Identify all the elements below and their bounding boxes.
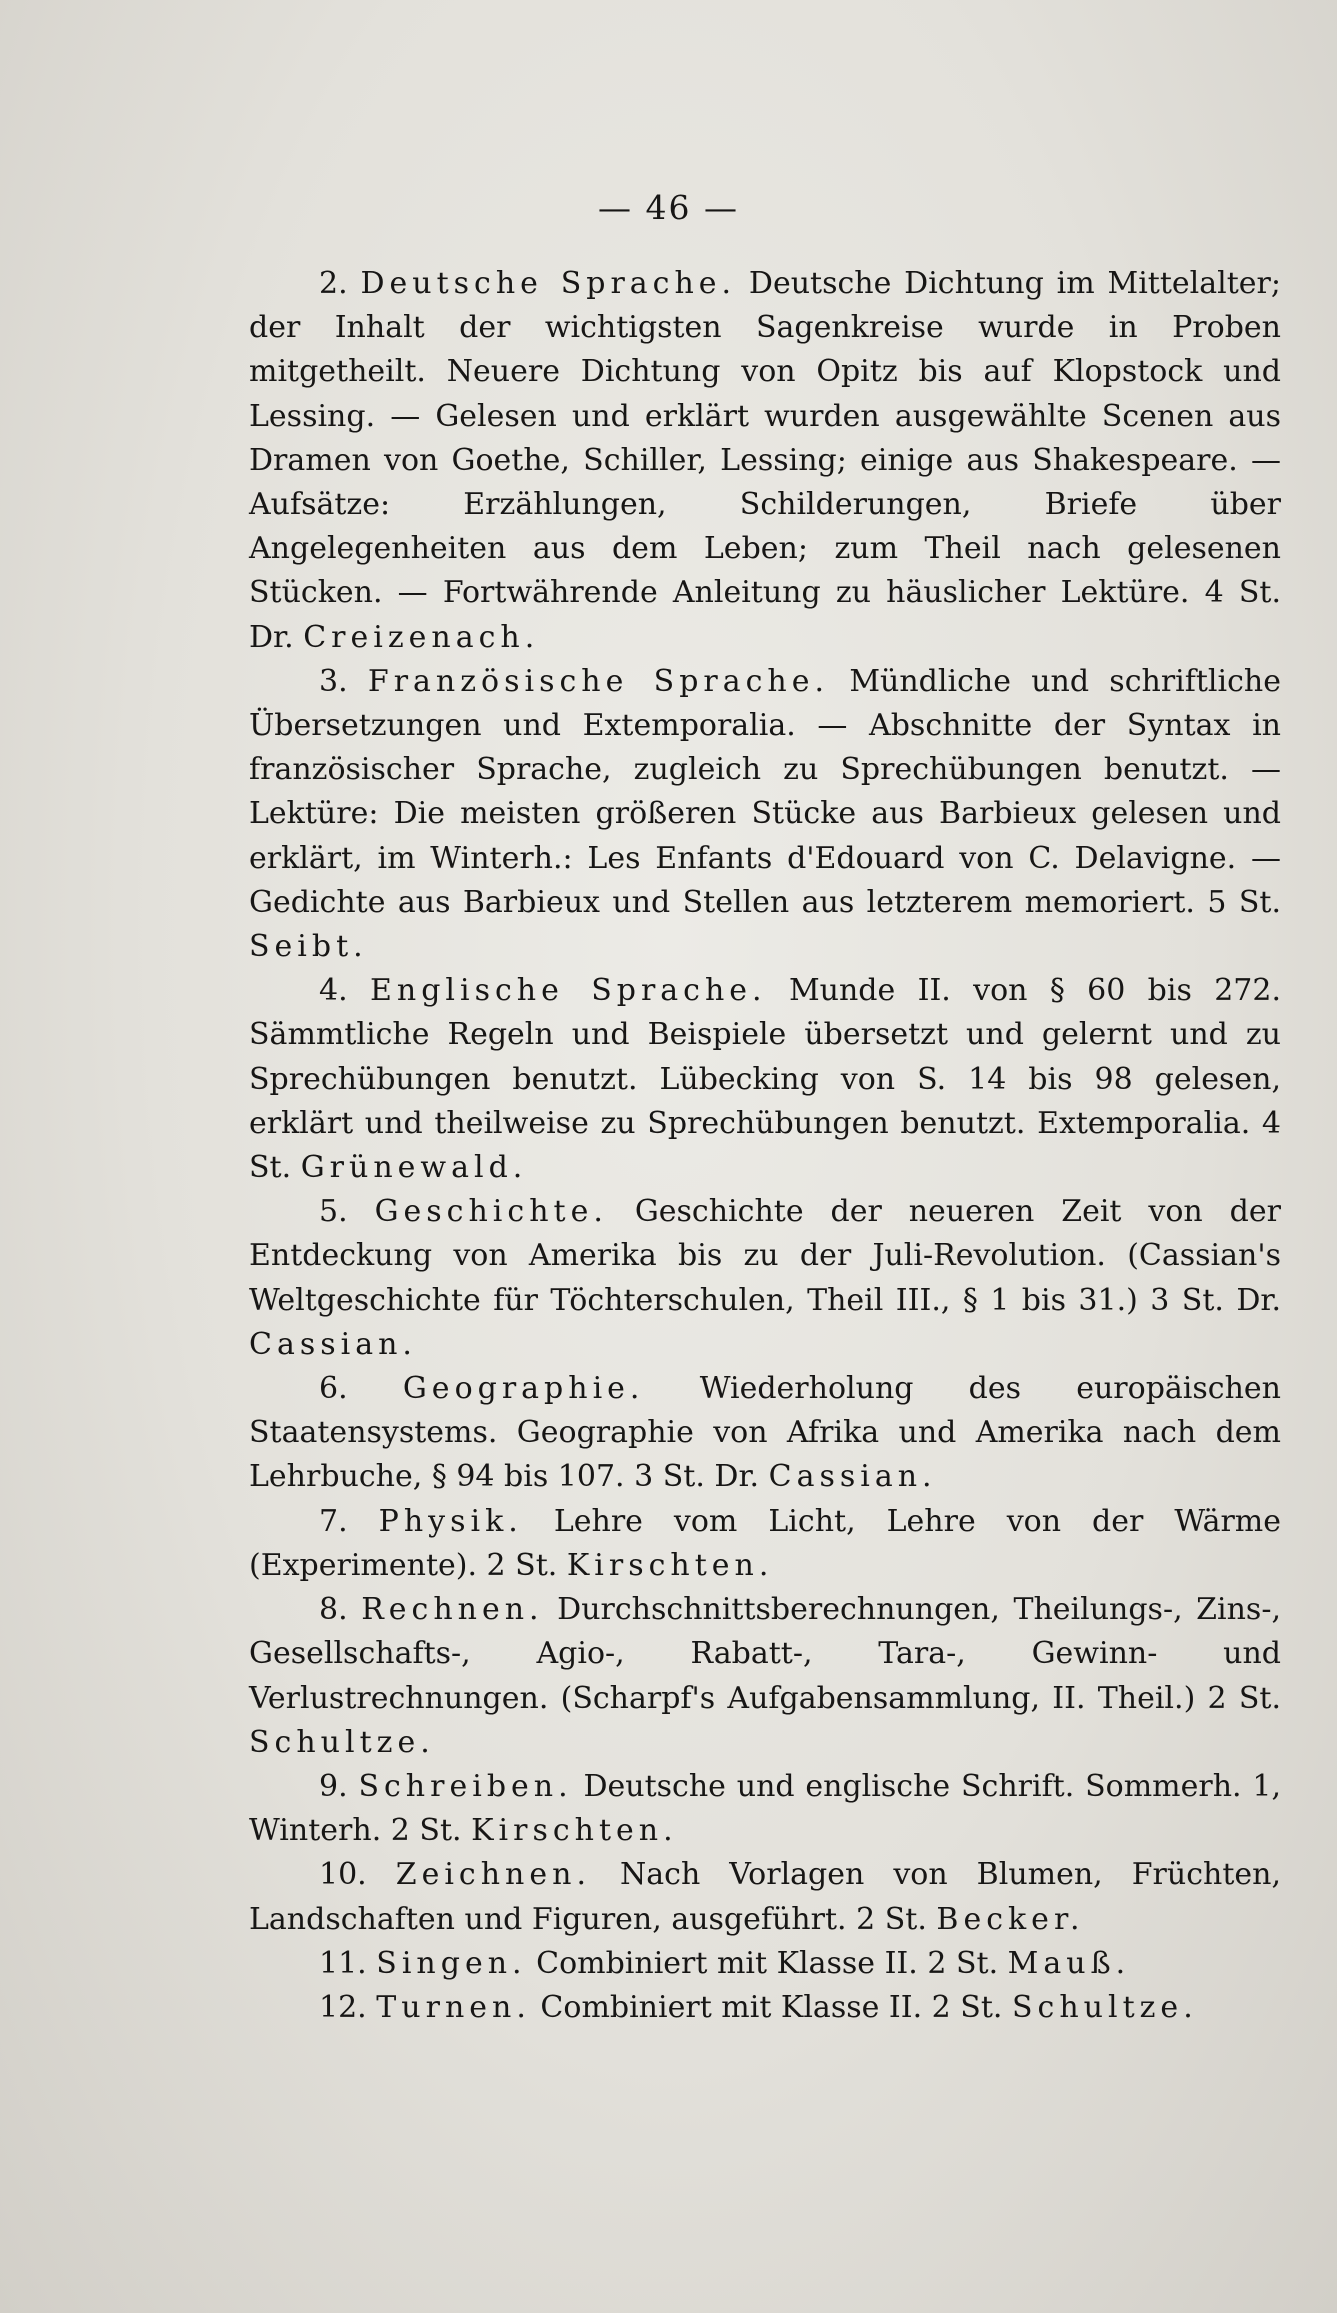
curriculum-text [249,262,1281,2030]
section-heading: Rechnen. [361,1592,544,1628]
section-number: 3. [319,663,348,699]
teacher-name: Kirschten. [471,1813,678,1849]
section-number: 8. [319,1592,348,1628]
section-text: Munde II. von § 60 bis 272. Sämmtliche Regeln und Beispiele übersetzt und gelernt und zu Sprechübungen benutzt. Lübecking von S. 14 bis 98 gelesen, erklärt und theilweise zu Sprechübungen benutzt. Extemporalia. 4 St. [249,973,1281,1186]
section-singen [249,1942,1281,1986]
section-number: 4. [319,973,348,1009]
teacher-name: Schultze. [1011,1989,1198,2025]
section-number: 11. [319,1945,367,1981]
section-text: Lehre vom Licht, Lehre von der Wärme (Experimente). 2 St. [249,1503,1282,1583]
section-deutsche-sprache [249,262,1281,660]
section-geschichte [249,1190,1281,1367]
section-heading: Französische Sprache. [367,663,830,699]
section-heading: Zeichnen. [395,1857,591,1893]
page-number: — 46 — [598,188,739,227]
section-heading: Deutsche Sprache. [360,266,737,301]
section-number: 7. [319,1503,348,1539]
section-heading: Singen. [376,1945,527,1981]
section-number: 9. [319,1768,348,1804]
section-text: Combiniert mit Klasse II. 2 St. [540,1989,1003,2025]
section-text: Geschichte der neueren Zeit von der Entdeckung von Amerika bis zu der Juli-Revolution. (Cassian's Weltgeschichte für Töchterschulen, Theil III., § 1 bis 31.) 3 St. Dr. [249,1194,1281,1318]
section-text: Deutsche und englische Schrift. Sommerh. 1, Winterh. 2 St. [249,1768,1281,1849]
section-franzoesische-sprache [249,660,1281,969]
section-number: 2. [319,266,348,301]
section-turnen [249,1986,1281,2030]
teacher-name: Seibt. [249,929,368,965]
section-rechnen [249,1588,1281,1765]
section-text: Durchschnittsberechnungen, Theilungs-, Zins-, Gesellschafts-, Agio-, Rabatt-, Tara-, Gewinn- und Verlustrechnungen. (Scharpf's Aufgabensammlung, II. Theil.) 2 St. [249,1592,1282,1716]
section-heading: Geschichte. [374,1194,608,1230]
teacher-name: Creizenach. [303,619,540,655]
section-text: Combiniert mit Klasse II. 2 St. [536,1945,999,1981]
section-number: 10. [319,1857,367,1893]
section-heading: Turnen. [376,1989,531,2025]
teacher-name: Grünewald. [300,1150,528,1186]
teacher-name: Becker. [936,1901,1085,1937]
section-number: 12. [319,1989,367,2025]
section-heading: Geographie. [402,1371,645,1407]
section-heading: Englische Sprache. [369,973,767,1009]
section-physik [249,1500,1281,1588]
section-text: Wiederholung des europäischen Staatensystems. Geographie von Afrika und Amerika nach dem Lehrbuche, § 94 bis 107. 3 St. Dr. [249,1371,1281,1495]
section-text: Deutsche Dichtung im Mittelalter; der Inhalt der wichtigsten Sagenkreise wurde in Proben mitgetheilt. Neuere Dichtung von Opitz bis auf Klopstock und Lessing. — Gelesen und erklärt wurden ausgewählte Scenen aus Dramen von Goethe, Schiller, Lessing; einige aus Shakespeare. — Aufsätze: Erzählungen, Schilderungen, Briefe über Angelegenheiten aus dem Leben; zum Theil nach gelesenen Stücken. — Fortwährende Anleitung zu häuslicher Lektüre. 4 St. Dr. [249,266,1281,655]
section-geographie [249,1367,1281,1500]
section-text: Nach Vorlagen von Blumen, Früchten, Landschaften und Figuren, ausgeführt. 2 St. [249,1857,1281,1937]
teacher-name: Cassian. [768,1459,937,1495]
teacher-name: Mauß. [1007,1945,1131,1981]
teacher-name: Kirschten. [566,1547,774,1583]
section-schreiben [249,1765,1281,1853]
section-number: 6. [319,1371,348,1407]
teacher-name: Cassian. [249,1326,417,1362]
section-zeichnen [249,1853,1281,1941]
section-heading: Schreiben. [358,1768,573,1804]
section-number: 5. [319,1194,348,1230]
section-heading: Physik. [378,1503,523,1539]
section-englische-sprache [249,969,1281,1190]
teacher-name: Schultze. [249,1724,435,1760]
section-text: Mündliche und schriftliche Übersetzungen und Extemporalia. — Abschnitte der Syntax in französischer Sprache, zugleich zu Sprechübungen benutzt. — Lektüre: Die meisten größeren Stücke aus Barbieux gelesen und erklärt, im Winterh.: Les Enfants d'Edouard von C. Delavigne. — Gedichte aus Barbieux und Stellen aus letzterem memoriert. 5 St. [249,663,1281,920]
